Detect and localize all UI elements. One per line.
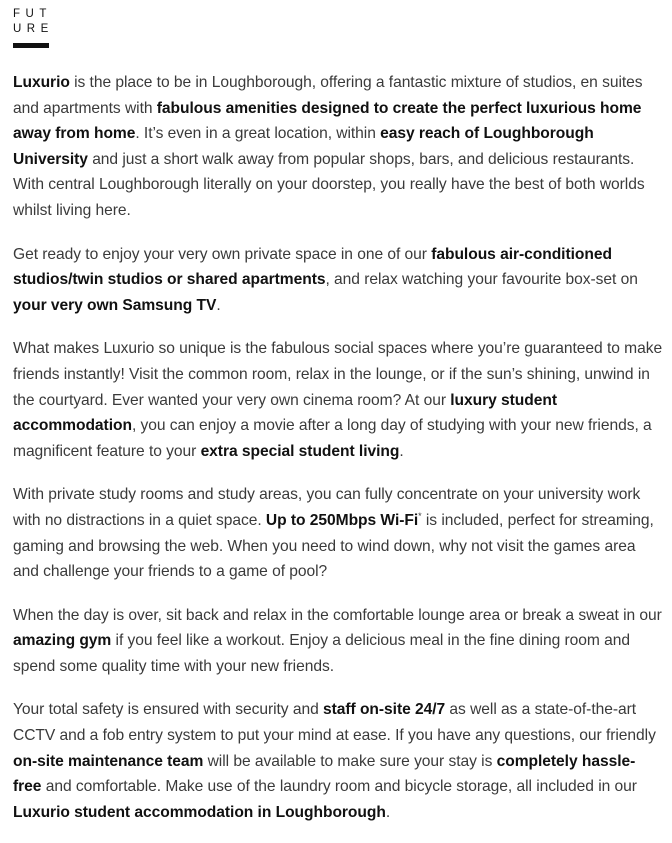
body-text: if you feel like a workout. Enjoy a delicious meal in the fine dining room and spend some quality time with your new friends. — [13, 632, 630, 675]
article-body — [13, 70, 663, 843]
highlight-text: Luxurio — [13, 74, 70, 91]
brand-logo[interactable] — [13, 7, 53, 48]
paragraph-1 — [13, 70, 663, 224]
body-text: . — [216, 296, 221, 314]
paragraph-2 — [13, 242, 663, 319]
highlight-text: Luxurio student accommodation in Loughborough — [13, 803, 386, 821]
body-text: , you can enjoy a movie after a long day of studying with your new friends, a magnificent feature to your — [13, 417, 652, 460]
body-text: When the day is over, sit back and relax in the comfortable lounge area or break a sweat in our — [13, 606, 662, 624]
highlight-text: extra special student living — [200, 442, 400, 460]
footnote-marker: * — [418, 510, 422, 521]
body-text: and just a short walk away from popular shops, bars, and delicious restaurants. With central Loughborough literally on your doorstep, you really have the best of both worlds whilst living here. — [13, 150, 645, 219]
highlight-text: easy reach of Loughborough University — [13, 125, 594, 168]
body-text: What makes Luxurio so unique is the fabulous social spaces where you’re guaranteed to make friends instantly! Visit the common room, relax in the lounge, or if the sun’s shining, unwind in the courtyard. Ever wanted your very own cinema room? At our — [13, 340, 663, 409]
body-text: is the place to be in Loughborough, offering a fantastic mixture of studios, en suites and apartments with — [13, 74, 643, 117]
body-text: is included, perfect for streaming, gaming and browsing the web. When you need to wind down, why not visit the games area and challenge your friends to a game of pool? — [13, 511, 654, 581]
paragraph-3 — [13, 336, 663, 464]
highlight-text: fabulous air-conditioned studios/twin studios or shared apartments — [13, 245, 612, 289]
body-text: Your total safety is ensured with security and — [13, 701, 323, 719]
body-text: . — [385, 803, 391, 821]
paragraph-5 — [13, 603, 663, 680]
body-text: With private study rooms and study areas, you can fully concentrate on your university work with no distractions in a quiet space. — [13, 486, 641, 529]
highlight-text: luxury student accommodation — [13, 391, 557, 435]
body-text: , and relax watching your favourite box-set on — [325, 271, 638, 289]
logo-line-2: URE — [13, 23, 54, 35]
body-text: . It’s even in a great location, within — [135, 125, 381, 143]
paragraph-6 — [13, 697, 663, 825]
logo-line-1: FUT — [13, 8, 52, 20]
body-text: Get ready to enjoy your very own private space in one of our — [13, 245, 432, 263]
highlight-text: staff on-site 24/7 — [322, 701, 446, 719]
body-text: as well as a state-of-the-art CCTV and a fob entry system to put your mind at ease. If you have any questions, our friendly — [13, 701, 656, 745]
body-text: . — [399, 442, 404, 460]
logo-underline — [13, 43, 49, 48]
highlight-text: Up to 250Mbps Wi-Fi — [265, 511, 419, 529]
body-text: and comfortable. Make use of the laundry room and bicycle storage, all included in our — [41, 778, 637, 796]
paragraph-4 — [13, 482, 663, 584]
highlight-text: amazing gym — [13, 632, 112, 650]
highlight-text: fabulous amenities designed to create the perfect luxurious home away from home — [13, 99, 642, 143]
body-text: will be available to make sure your stay is — [203, 752, 497, 770]
highlight-text: your very own Samsung TV — [13, 296, 217, 314]
highlight-text: on-site maintenance team — [13, 752, 204, 770]
highlight-text: completely hassle-free — [13, 752, 636, 796]
